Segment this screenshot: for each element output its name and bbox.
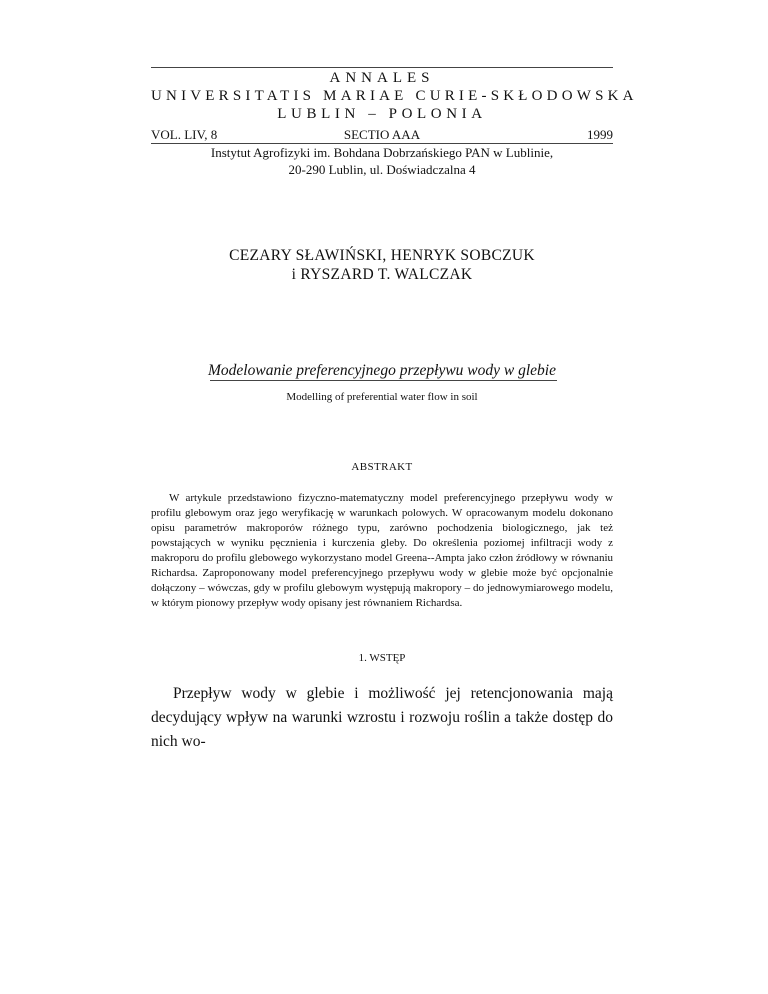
authors-line2: i RYSZARD T. WALCZAK bbox=[291, 266, 473, 283]
title-underline bbox=[210, 380, 557, 381]
article-title-polish: Modelowanie preferencyjnego przepływu wody w glebie bbox=[208, 362, 556, 379]
volume-label: VOL. LIV, 8 bbox=[151, 127, 218, 142]
year-label: 1999 bbox=[587, 127, 613, 142]
journal-name-line3: LUBLIN – POLONIA bbox=[277, 106, 487, 122]
abstract-text: W artykule przedstawiono fizyczno-matematyczny model preferencyjnego przepływu wody w profilu glebowym oraz jego weryfikację w warunkach polowych. W opracowanym modelu dokonano opisu parametrów makroporów różnego typu, zarówno pochodzenia biologicznego, jak też powstających w wyniku pęcznienia i kurczenia gleby. Do określenia poziomej infiltracji wody z makroporu do profilu glebowego wykorzystano model Greena--Ampta jako człon źródłowy w równaniu Richardsa. Zaproponowany model preferencyjnego przepływu wody w glebie może być opcjonalnie dołączony – wówczas, gdy w profilu glebowym występują makropory – do jednowymiarowego modelu, w którym pionowy przepływ wody opisany jest równaniem Richardsa. bbox=[151, 492, 613, 609]
article-title-english: Modelling of preferential water flow in soil bbox=[286, 391, 478, 403]
intro-paragraph: Przepływ wody w glebie i możliwość jej retencjonowania mają decydujący wpływ na warunki wzrostu i rozwoju roślin a także dostęp do nich wo- bbox=[151, 685, 613, 750]
institution-line2: 20-290 Lublin, ul. Doświadczalna 4 bbox=[288, 162, 476, 177]
institution-line1: Instytut Agrofizyki im. Bohdana Dobrzańskiego PAN w Lublinie, bbox=[210, 145, 554, 160]
journal-name-line1: ANNALES bbox=[329, 70, 435, 86]
journal-top-rule bbox=[151, 67, 613, 68]
abstract-heading: ABSTRAKT bbox=[351, 461, 413, 473]
section-label: SECTIO AAA bbox=[343, 127, 421, 142]
authors-line1: CEZARY SŁAWIŃSKI, HENRYK SOBCZUK bbox=[229, 247, 535, 264]
journal-name-line2: UNIVERSITATIS MARIAE CURIE-SKŁODOWSKA bbox=[151, 88, 638, 104]
section-heading: 1. WSTĘP bbox=[358, 652, 406, 664]
journal-bottom-rule bbox=[151, 143, 613, 144]
